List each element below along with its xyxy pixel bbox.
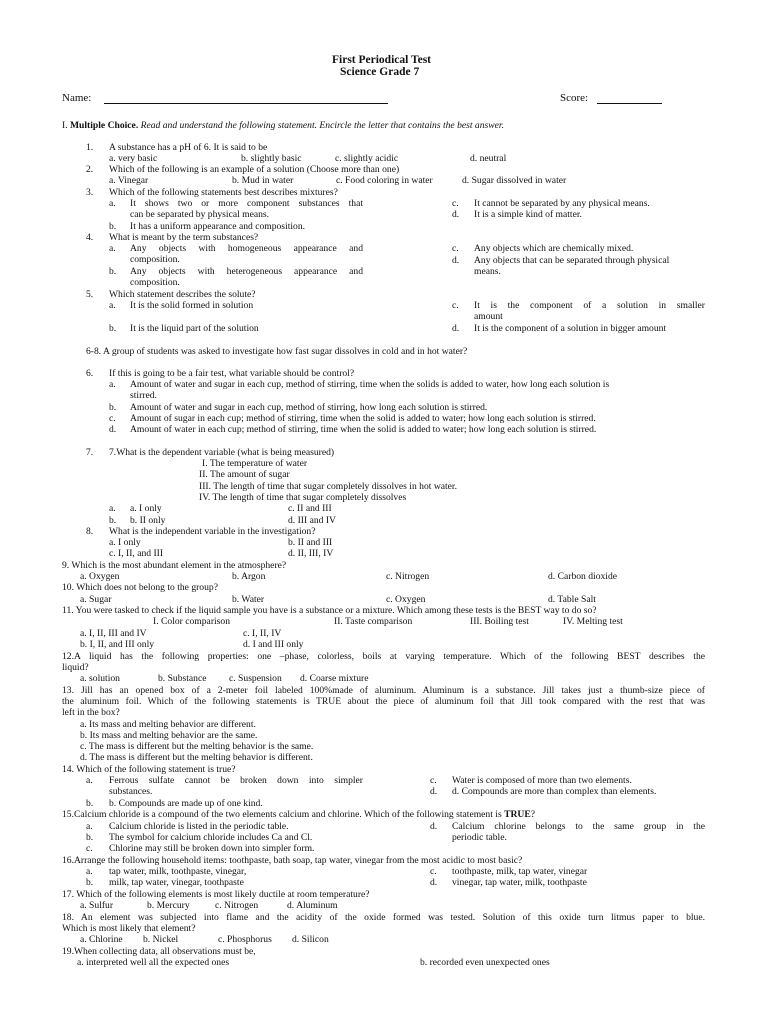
section-number: I. <box>62 120 68 131</box>
q6-option-d-letter: d. <box>109 424 117 435</box>
q5-option-d[interactable]: It is the component of a solution in bigger amount <box>474 323 667 334</box>
q11-text: 11. You were tasked to check if the liquid sample you have is a substance or a mixture. Which among these tests is the BEST way to do so? <box>62 605 597 616</box>
q16-option-b[interactable]: milk, tap water, vinegar, toothpaste <box>109 877 244 888</box>
q6-number: 6. <box>86 368 94 379</box>
q4-number: 4. <box>86 232 94 243</box>
q18-option-c[interactable]: c. Phosphorus <box>218 934 272 945</box>
q8-option-a[interactable]: a. I only <box>109 537 141 548</box>
q3-option-b-letter: b. <box>109 221 117 232</box>
q9-option-b[interactable]: b. Argon <box>232 571 266 582</box>
q17-option-a[interactable]: a. Sulfur <box>80 900 114 911</box>
q2-option-b[interactable]: b. Mud in water <box>232 175 294 186</box>
q1-option-a[interactable]: a. very basic <box>109 153 158 164</box>
q14-option-b[interactable]: b. Compounds are made up of one kind. <box>109 798 263 809</box>
q1-text: A substance has a pH of 6. It is said to be <box>109 142 268 153</box>
q16-option-b-letter: b. <box>86 877 94 888</box>
q13-option-a[interactable]: a. Its mass and melting behavior are different. <box>80 719 256 730</box>
q7-option-b[interactable]: b. II only <box>130 515 166 526</box>
q5-option-b[interactable]: It is the liquid part of the solution <box>130 323 259 334</box>
q4-option-d-letter: d. <box>452 255 460 266</box>
q16-option-d-letter: d. <box>430 877 438 888</box>
q10-option-a[interactable]: a. Sugar <box>80 594 112 605</box>
q4-option-b-cont[interactable]: composition. <box>130 277 180 288</box>
q1-option-b[interactable]: b. slightly basic <box>241 153 302 164</box>
q14-option-a-letter: a. <box>86 775 93 786</box>
section-heading <box>62 120 504 131</box>
q4-option-c-letter: c. <box>452 243 459 254</box>
q7-item-4: IV. The length of time that sugar completely dissolves <box>199 492 407 503</box>
q1-option-d[interactable]: d. neutral <box>470 153 507 164</box>
q14-option-c-letter: c. <box>430 775 437 786</box>
q8-option-c[interactable]: c. I, II, and III <box>109 548 164 559</box>
q9-option-d[interactable]: d. Carbon dioxide <box>548 571 618 582</box>
q6-option-b[interactable]: Amount of water and sugar in each cup, method of stirring, how long each solution is stirred. <box>130 402 488 413</box>
q5-option-a-letter: a. <box>109 300 116 311</box>
q11-test-1: I. Color comparison <box>153 616 231 627</box>
q8-option-b[interactable]: b. II and III <box>288 537 333 548</box>
q19-text: 19.When collecting data, all observations must be, <box>62 946 256 957</box>
q7-option-a[interactable]: a. I only <box>130 503 162 514</box>
q15-text <box>62 809 535 820</box>
q16-option-c-letter: c. <box>430 866 437 877</box>
q4-option-d-cont[interactable]: means. <box>474 266 501 277</box>
q19-option-a[interactable]: a. interpreted well all the expected ones <box>77 957 230 968</box>
q10-option-d[interactable]: d. Table Salt <box>548 594 596 605</box>
q14-text: 14. Which of the following statement is true? <box>62 764 236 775</box>
q6-option-a-cont[interactable]: stirred. <box>130 390 157 401</box>
q4-option-b-letter: b. <box>109 266 117 277</box>
q16-option-a-letter: a. <box>86 866 93 877</box>
q7-option-c[interactable]: c. II and III <box>288 503 332 514</box>
q15-text-emphasis: TRUE <box>504 809 531 820</box>
q3-number: 3. <box>86 187 94 198</box>
section-title: Multiple Choice. <box>70 120 139 131</box>
section-instructions: Read and understand the following statement. Encircle the letter that contains the best answer. <box>140 120 504 131</box>
name-line[interactable] <box>104 103 388 104</box>
q4-option-c[interactable]: Any objects which are chemically mixed. <box>474 243 634 254</box>
q7-text: 7.What is the dependent variable (what is being measured) <box>109 447 335 458</box>
q15-option-d-letter: d. <box>430 821 438 832</box>
q3-option-b[interactable]: It has a uniform appearance and composition. <box>130 221 306 232</box>
q15-option-a-letter: a. <box>86 821 93 832</box>
q8-option-d[interactable]: d. II, III, IV <box>288 548 334 559</box>
q15-option-d-cont[interactable]: periodic table. <box>452 832 507 843</box>
q17-option-b[interactable]: b. Mercury <box>147 900 190 911</box>
q5-option-c-letter: c. <box>452 300 459 311</box>
q13-text-end: left in the box? <box>62 707 120 718</box>
q16-option-d[interactable]: vinegar, tap water, milk, toothpaste <box>452 877 587 888</box>
q12-text-cont: liquid? <box>62 662 89 673</box>
q5-text: Which statement describes the solute? <box>109 289 256 300</box>
score-line[interactable] <box>597 103 662 104</box>
q15-text-main: 15.Calcium chloride is a compound of the two elements calcium and chlorine. Which of the following statement is <box>62 809 505 820</box>
q6-option-d[interactable]: Amount of water in each cup; method of stirring, time when the solid is added to water; how long each solution is stirred. <box>130 424 597 435</box>
q2-option-a[interactable]: a. Vinegar <box>109 175 149 186</box>
q15-option-a[interactable]: Calcium chloride is listed in the periodic table. <box>109 821 289 832</box>
q10-option-c[interactable]: c. Oxygen <box>386 594 426 605</box>
q18-text: 18. An element was subjected into flame and the acidity of the oxide formed was tested. Solution of this oxide turn litmus paper to blue. <box>62 912 705 923</box>
q18-text-cont: Which is most likely that element? <box>62 923 196 934</box>
q18-option-d[interactable]: d. Silicon <box>292 934 329 945</box>
q15-option-b-letter: b. <box>86 832 94 843</box>
q11-option-c[interactable]: c. I, II, IV <box>243 628 282 639</box>
q9-text: 9. Which is the most abundant element in the atmosphere? <box>62 560 287 571</box>
q3-option-a-cont[interactable]: can be separated by physical means. <box>130 209 270 220</box>
q8-number: 8. <box>86 526 94 537</box>
q5-option-a[interactable]: It is the solid formed in solution <box>130 300 254 311</box>
test-subtitle: Science Grade 7 <box>340 66 420 78</box>
q12-option-d[interactable]: d. Coarse mixture <box>300 673 369 684</box>
q11-test-2: II. Taste comparison <box>334 616 413 627</box>
q14-option-b-letter: b. <box>86 798 94 809</box>
score-label: Score: <box>560 92 589 104</box>
q10-option-b[interactable]: b. Water <box>232 594 265 605</box>
q4-option-b[interactable]: Any objects with heterogeneous appearance and <box>130 266 363 277</box>
q5-option-c[interactable]: It is the component of a solution in smaller <box>474 300 705 311</box>
q9-option-a[interactable]: a. Oxygen <box>80 571 120 582</box>
q6-option-c[interactable]: Amount of sugar in each cup; method of stirring, time when the solid is added to water; how long each solution is stirred. <box>130 413 596 424</box>
q9-option-c[interactable]: c. Nitrogen <box>386 571 430 582</box>
q18-option-a[interactable]: a. Chlorine <box>80 934 123 945</box>
q16-option-c[interactable]: toothpaste, milk, tap water, vinegar <box>452 866 588 877</box>
q16-option-a[interactable]: tap water, milk, toothpaste, vinegar, <box>109 866 247 877</box>
q18-option-b[interactable]: b. Nickel <box>143 934 179 945</box>
q14-option-a-cont[interactable]: substances. <box>109 786 153 797</box>
q7-option-d[interactable]: d. III and IV <box>288 515 336 526</box>
q11-option-a[interactable]: a. I, II, III and IV <box>80 628 147 639</box>
q13-option-b[interactable]: b. Its mass and melting behavior are the same. <box>80 730 258 741</box>
q14-option-d-letter: d. <box>430 786 438 797</box>
q4-option-d[interactable]: Any objects that can be separated through physical <box>474 255 670 266</box>
q17-option-c[interactable]: c. Nitrogen <box>215 900 259 911</box>
q4-option-a-cont[interactable]: composition. <box>130 254 180 265</box>
q7-option-b-letter: b. <box>109 515 117 526</box>
q6-option-c-letter: c. <box>109 413 116 424</box>
q13-text-cont: the aluminum foil. Which of the following statements is TRUE about the piece of aluminum foil that Jill took compared with the rest that was <box>62 696 705 707</box>
q11-option-b[interactable]: b. I, II, and III only <box>80 639 155 650</box>
q7-number: 7. <box>86 447 94 458</box>
q11-test-4: IV. Melting test <box>563 616 623 627</box>
q2-option-d[interactable]: d. Sugar dissolved in water <box>462 175 567 186</box>
q12-text: 12.A liquid has the following properties: one –phase, colorless, boils at varying temperature. Which of the following BEST describes the <box>62 651 705 662</box>
q7-item-3: III. The length of time that sugar completely dissolves in hot water. <box>199 481 457 492</box>
q2-number: 2. <box>86 164 94 175</box>
q17-text: 17. Which of the following elements is most likely ductile at room temperature? <box>62 889 370 900</box>
name-label: Name: <box>62 92 92 104</box>
q12-option-a[interactable]: a. solution <box>80 673 120 684</box>
q12-option-c[interactable]: c. Suspension <box>229 673 282 684</box>
q5-number: 5. <box>86 289 94 300</box>
q1-number: 1. <box>86 142 94 153</box>
q16-text: 16.Arrange the following household items: toothpaste, bath soap, tap water, vinegar from the most acidic to most basic? <box>62 855 523 866</box>
q3-option-d-letter: d. <box>452 209 460 220</box>
q19-option-b[interactable]: b. recorded even unexpected ones <box>420 957 550 968</box>
q4-option-a[interactable]: Any objects with homogeneous appearance and <box>130 243 363 254</box>
q17-option-d[interactable]: d. Aluminum <box>287 900 338 911</box>
q13-option-c[interactable]: c. The mass is different but the melting behavior is the same. <box>80 741 314 752</box>
q8-text: What is the independent variable in the investigation? <box>109 526 316 537</box>
q7-item-2: II. The amount of sugar <box>199 469 290 480</box>
q6-8-scenario: 6-8. A group of students was asked to investigate how fast sugar dissolves in cold and in hot water? <box>86 346 468 357</box>
q5-option-b-letter: b. <box>109 323 117 334</box>
q15-text-end: ? <box>530 809 536 820</box>
q4-option-a-letter: a. <box>109 243 116 254</box>
q2-option-c[interactable]: c. Food coloring in water <box>336 175 433 186</box>
q11-option-d[interactable]: d. I and III only <box>243 639 304 650</box>
q13-text: 13. Jill has an opened box of a 2-meter foil labeled 100%made of aluminum. Aluminum is a substance. Jill takes just a thumb-size piece of <box>62 685 705 696</box>
q3-text: Which of the following statements best describes mixtures? <box>109 187 338 198</box>
q15-option-d[interactable]: Calcium chlorine belongs to the same group in the <box>452 821 705 832</box>
q12-option-b[interactable]: b. Substance <box>158 673 207 684</box>
q6-option-b-letter: b. <box>109 402 117 413</box>
test-title: First Periodical Test <box>332 54 432 66</box>
q6-option-a-letter: a. <box>109 379 116 390</box>
q2-text: Which of the following is an example of a solution (Choose more than one) <box>109 164 400 175</box>
q1-option-c[interactable]: c. slightly acidic <box>335 153 399 164</box>
q4-text: What is meant by the term substances? <box>109 232 259 243</box>
q14-option-c[interactable]: Water is composed of more than two elements. <box>452 775 632 786</box>
q11-test-3: III. Boiling test <box>470 616 529 627</box>
q14-option-d[interactable]: d. Compounds are more than complex than elements. <box>452 786 657 797</box>
q5-option-c-cont[interactable]: amount <box>474 311 503 322</box>
q10-text: 10. Which does not belong to the group? <box>62 582 218 593</box>
q3-option-a-letter: a. <box>109 198 116 209</box>
q7-item-1: I. The temperature of water <box>202 458 308 469</box>
q7-option-a-letter: a. <box>109 503 116 514</box>
q3-option-a[interactable]: It shows two or more component substances that <box>130 198 363 209</box>
q13-option-d[interactable]: d. The mass is different but the melting behavior is different. <box>80 752 313 763</box>
q6-option-a[interactable]: Amount of water and sugar in each cup, method of stirring, time when the solids is added to water, how long each solution is <box>130 379 610 390</box>
q15-option-c-letter: c. <box>86 843 93 854</box>
q3-option-d[interactable]: It is a simple kind of matter. <box>474 209 582 220</box>
q15-option-c[interactable]: Chlorine may still be broken down into simpler form. <box>109 843 315 854</box>
q15-option-b[interactable]: The symbol for calcium chloride includes Ca and Cl. <box>109 832 313 843</box>
q3-option-c[interactable]: It cannot be separated by any physical means. <box>474 198 650 209</box>
q6-text: If this is going to be a fair test, what variable should be control? <box>109 368 355 379</box>
q5-option-d-letter: d. <box>452 323 460 334</box>
q14-option-a[interactable]: Ferrous sulfate cannot be broken down into simpler <box>109 775 363 786</box>
q3-option-c-letter: c. <box>452 198 459 209</box>
